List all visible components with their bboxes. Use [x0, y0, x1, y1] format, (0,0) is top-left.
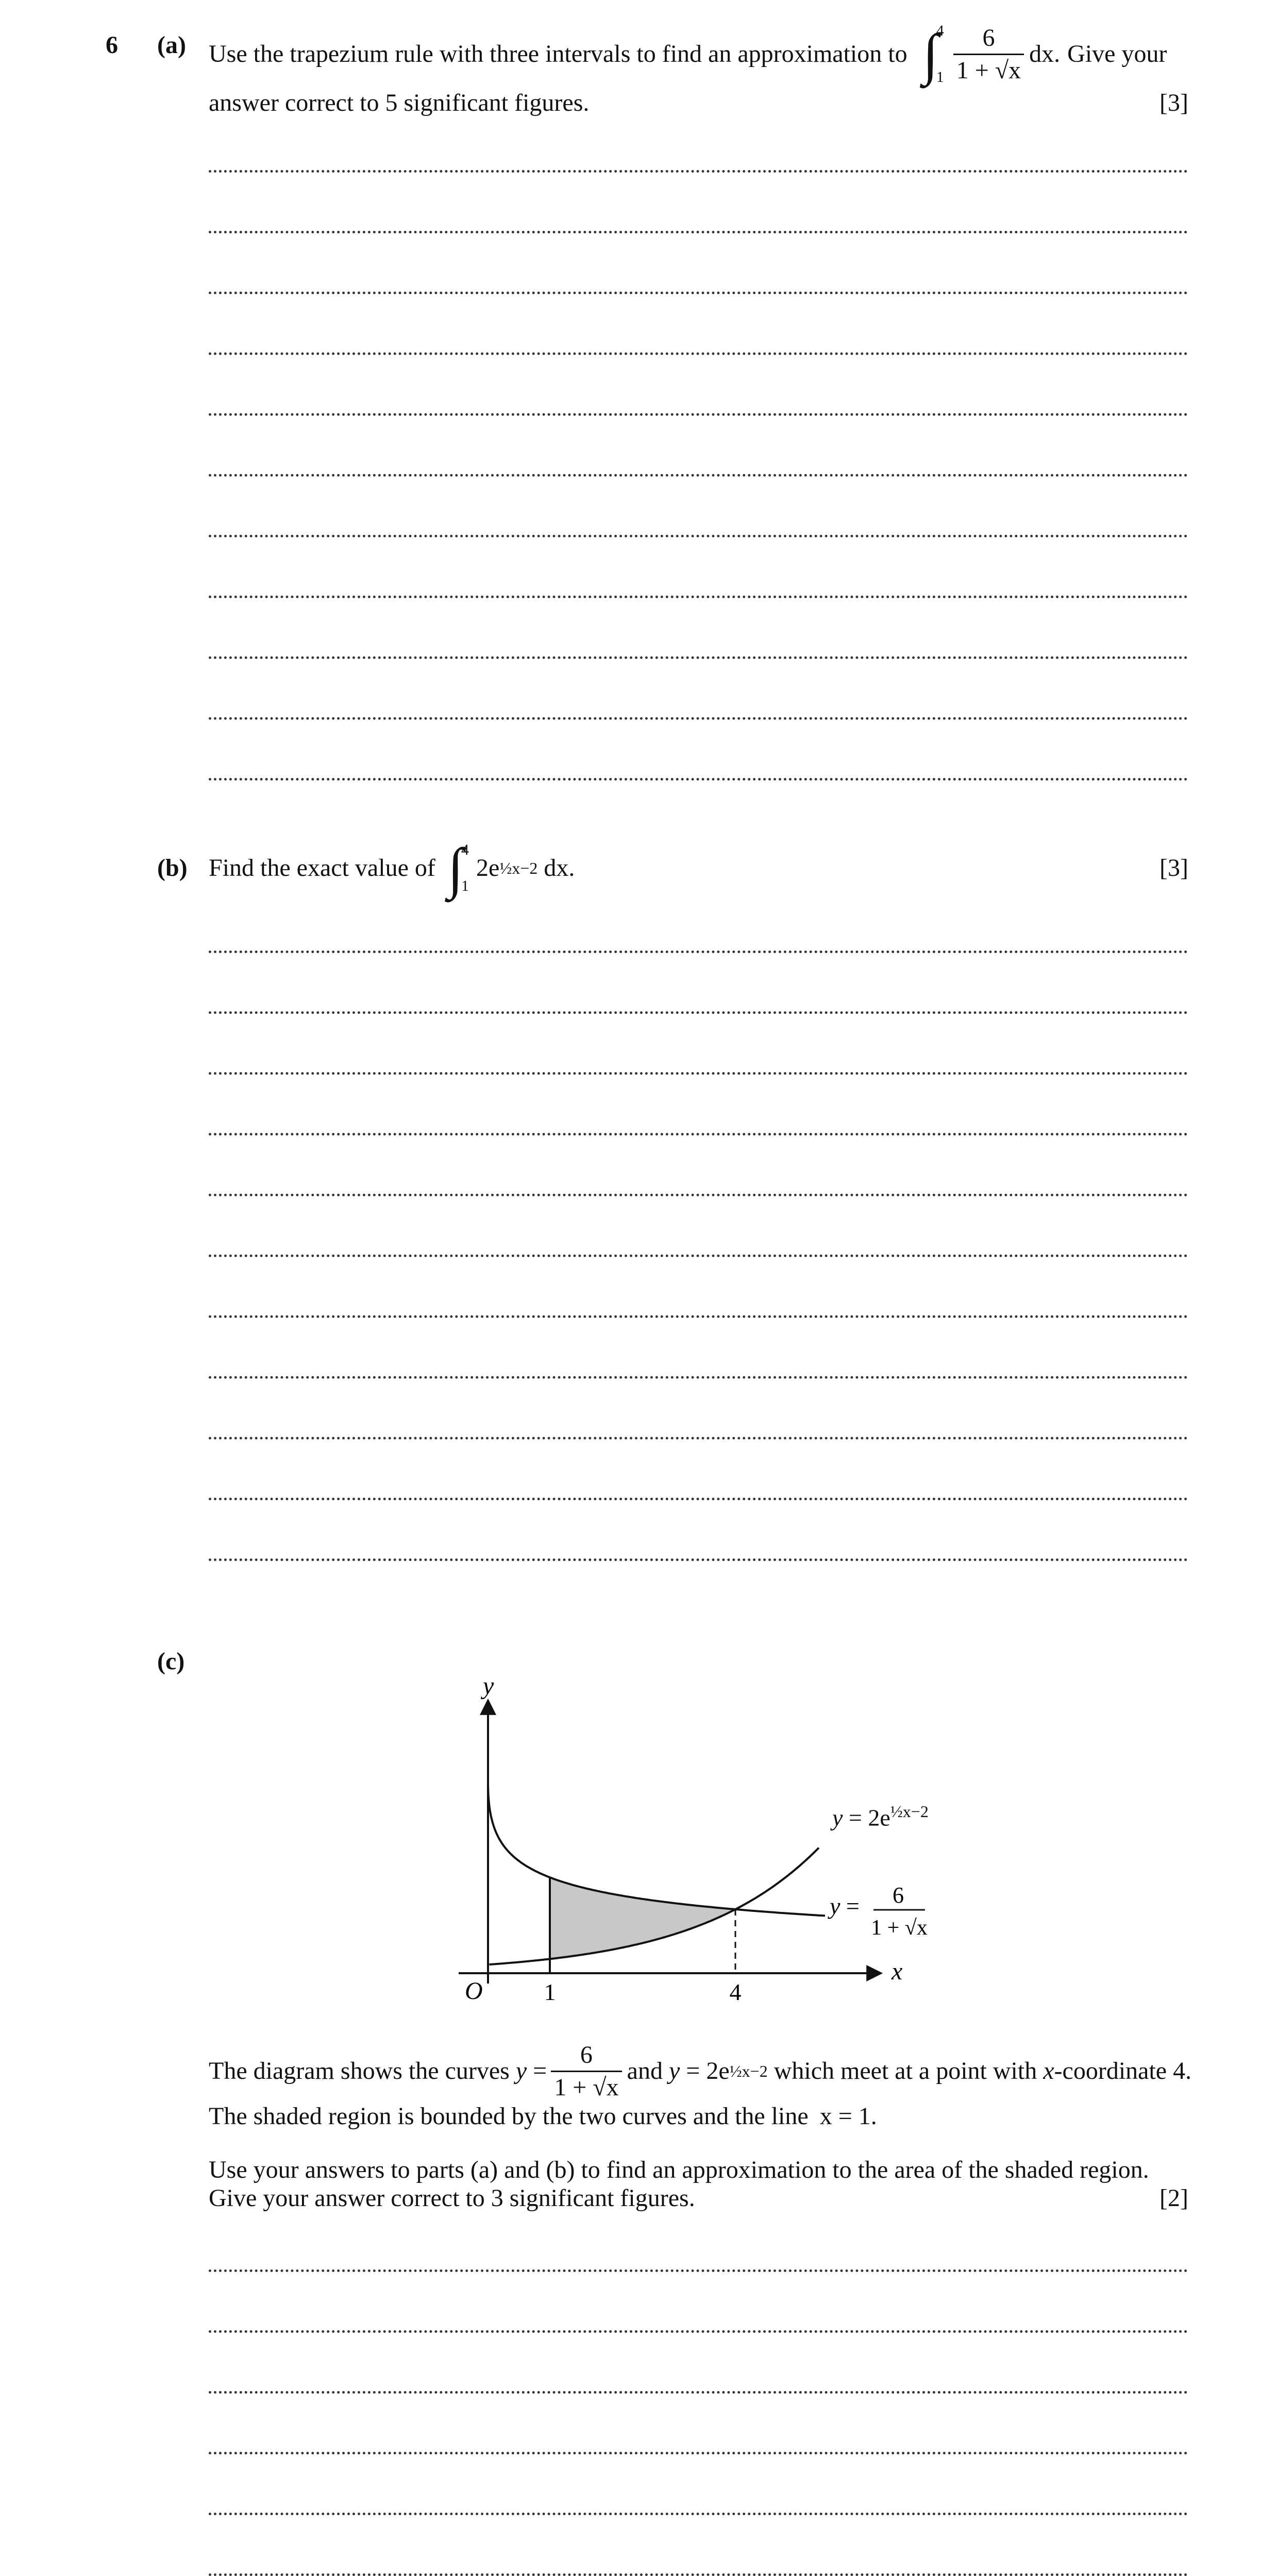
part-b-integral	[448, 835, 575, 902]
answer-line[interactable]	[209, 1437, 1188, 1439]
answer-line[interactable]	[209, 1133, 1188, 1136]
part-c-label: (c)	[157, 1648, 185, 1675]
curve-exp-label-eq: = 2e	[848, 1804, 890, 1831]
integral-sign: ∫	[447, 837, 463, 900]
answer-line[interactable]	[209, 656, 1188, 659]
x-tick-1: 1	[544, 1979, 556, 2005]
desc-coordinate: -coordinate 4.	[1054, 2057, 1192, 2084]
part-b-dx: dx.	[544, 854, 575, 882]
curves-diagram	[433, 1654, 974, 2025]
answer-line[interactable]	[209, 1315, 1188, 1318]
origin-label: O	[465, 1977, 483, 2005]
desc-line2-text: The shaded region is bounded by the two curves and the line	[209, 2103, 809, 2130]
desc-x: x	[1043, 2057, 1054, 2084]
part-c-instruction-line1: Use your answers to parts (a) and (b) to find an approximation to the area of the shaded region.	[209, 2156, 1149, 2183]
curve-exp-label-text: $y = 2e^{\frac{1}{2}x-2}$	[832, 1802, 929, 1831]
part-c-marks: [2]	[1159, 2184, 1188, 2212]
desc-text-meet: which meet at a point with	[773, 2057, 1037, 2084]
part-b-label: (b)	[157, 854, 188, 882]
part-b-marks: [3]	[1159, 854, 1188, 882]
curve-exp-label-exponent: ½x−2	[890, 1802, 929, 1821]
desc-y-eq: y =	[515, 2057, 547, 2084]
curve-rational-label: y =	[830, 1893, 860, 1919]
part-c-description-line2	[209, 2101, 877, 2132]
answer-line[interactable]	[209, 2513, 1188, 2515]
part-b-lower-limit: 1	[461, 877, 469, 894]
part-a-marks: [3]	[1159, 89, 1188, 116]
answer-line[interactable]	[209, 474, 1188, 477]
part-b-integrand: 2e	[476, 854, 500, 882]
answer-line[interactable]	[209, 1255, 1188, 1257]
x-tick-4: 4	[729, 1979, 742, 2005]
answer-line[interactable]	[209, 2452, 1188, 2454]
desc-exp-eq: y = 2e	[668, 2057, 730, 2084]
answer-line[interactable]	[209, 1072, 1188, 1075]
desc-text-and: and	[627, 2057, 663, 2084]
desc-fraction	[551, 2040, 621, 2103]
part-a-dx: dx.	[1029, 40, 1061, 67]
answer-line[interactable]	[209, 170, 1188, 173]
answer-line[interactable]	[209, 413, 1188, 416]
part-a-question-line1	[209, 15, 1167, 93]
answer-line[interactable]	[209, 1376, 1188, 1379]
question-number: 6	[106, 31, 118, 59]
answer-line[interactable]	[209, 596, 1188, 598]
answer-line[interactable]	[209, 292, 1188, 294]
desc-exp-exponent: ½x−2	[729, 2062, 768, 2080]
part-a-integral	[923, 15, 1061, 93]
answer-line[interactable]	[209, 2391, 1188, 2394]
answer-line[interactable]	[209, 2330, 1188, 2333]
part-a-question-line2: answer correct to 5 significant figures.	[209, 89, 590, 116]
answer-line[interactable]	[209, 778, 1188, 781]
part-a-label: (a)	[157, 31, 186, 59]
shaded-region	[550, 1877, 735, 1959]
desc-text-a: The diagram shows the curves	[209, 2057, 510, 2084]
y-axis-label: y	[483, 1672, 494, 1700]
x-axis-label: x	[892, 1958, 903, 1985]
part-a-numerator: 6	[982, 24, 995, 52]
desc-fraction-numerator: 6	[580, 2041, 593, 2069]
part-a-text-before: Use the trapezium rule with three intervals to find an approximation to	[209, 40, 907, 67]
answer-line[interactable]	[209, 1558, 1188, 1561]
part-a-lower-limit: 1	[936, 69, 944, 86]
part-b-question	[209, 829, 575, 907]
curve-rational-label-denominator: 1 + √x	[871, 1916, 928, 1940]
part-a-fraction	[953, 23, 1024, 86]
answer-line[interactable]	[209, 2573, 1188, 2576]
desc-fraction-denominator: 1 + √x	[551, 2071, 621, 2103]
curve-six-over-one-plus-root-x	[488, 1785, 825, 1916]
answer-line[interactable]	[209, 1011, 1188, 1014]
answer-line[interactable]	[209, 2269, 1188, 2272]
answer-line[interactable]	[209, 717, 1188, 720]
integral-sign: ∫	[922, 23, 938, 86]
answer-line[interactable]	[209, 535, 1188, 537]
part-a-upper-limit: 4	[936, 22, 944, 39]
answer-line[interactable]	[209, 1194, 1188, 1196]
part-c-instruction-line2: Give your answer correct to 3 significant figures.	[209, 2184, 695, 2212]
part-c-description-line1	[209, 2040, 1191, 2102]
answer-line[interactable]	[209, 1498, 1188, 1500]
curve-rational-label-numerator: 6	[893, 1883, 904, 1908]
part-a-denominator: 1 + √x	[953, 54, 1024, 86]
desc-line2-eq: x = 1.	[819, 2103, 877, 2130]
part-a-text-after: Give your	[1067, 40, 1167, 67]
answer-line[interactable]	[209, 951, 1188, 953]
answer-line[interactable]	[209, 231, 1188, 233]
part-b-text: Find the exact value of	[209, 854, 435, 882]
answer-line[interactable]	[209, 352, 1188, 355]
part-b-exponent: ½x−2	[499, 859, 538, 877]
part-b-upper-limit: 4	[461, 841, 469, 858]
